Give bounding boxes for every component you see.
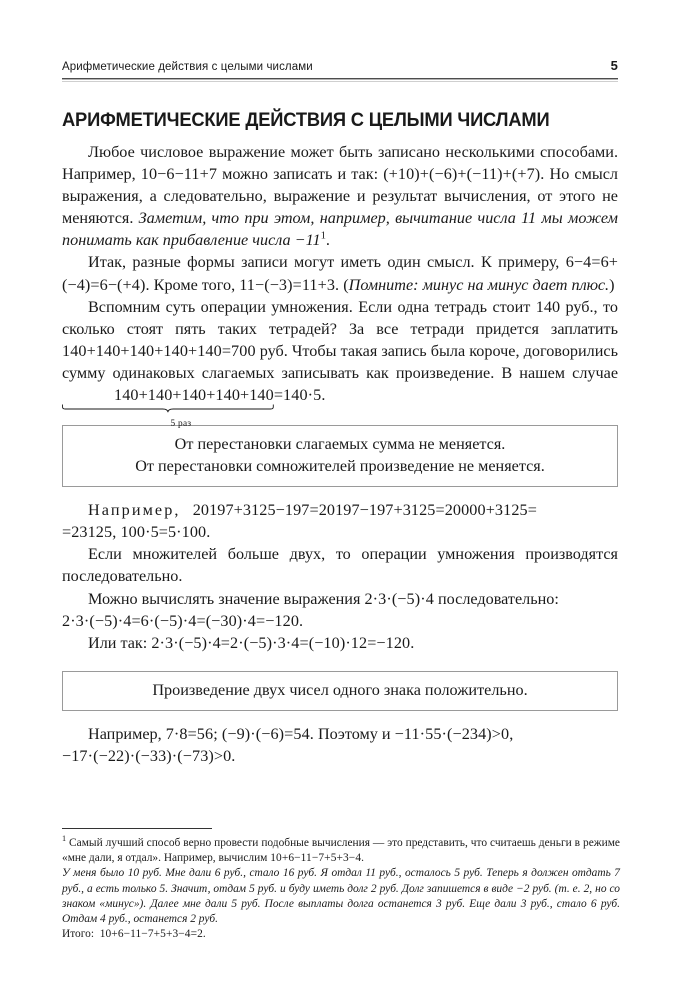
- p1-italic-1: Заметим, что при этом, например, вычитание числа 11 мы можем понимать как прибавление числа −11: [62, 209, 618, 250]
- paragraph-7: [62, 632, 618, 654]
- p4-math-2: =23125, 100·5=5·100.: [62, 523, 211, 542]
- running-head: [62, 58, 618, 73]
- footnote-story: [62, 866, 620, 927]
- spacer-after-box-2: [62, 711, 618, 723]
- footnote-marker: 1: [62, 834, 67, 844]
- p3-run-1: Вспомним суть операции умножения. Если одна тетрадь стоит 140 руб., то сколько стоят пять таких тетрадей? За все тетради придется заплатить: [62, 297, 618, 338]
- p8-math-4: −17·(−22)·(−33)·(−73)>0.: [62, 747, 236, 766]
- footnote-1: [62, 836, 620, 866]
- p7-run-1: Или так:: [88, 633, 152, 652]
- p3-math-1: 140+140+140+140+140=700: [62, 341, 256, 360]
- footnote-intro: Самый лучший способ верно провести подобные вычисления — это представить, что считаешь деньги в режиме «мне дали, я отдал». Например, вычислим: [62, 837, 620, 865]
- braced-expression: 140+140+140+140+140: [114, 386, 274, 405]
- footnote-total: [62, 927, 620, 942]
- p2-italic-1: Помните: минус на минус дает плюс.: [348, 275, 610, 294]
- underbrace-icon: [62, 404, 274, 413]
- paragraph-6: [62, 588, 618, 632]
- footnote-total-label: Итого:: [62, 928, 94, 941]
- underbrace-group: [62, 384, 274, 430]
- paragraph-1: [62, 141, 618, 251]
- paragraph-8: [62, 723, 618, 767]
- p5-text: Если множителей больше двух, то операции умножения производятся последовательно.: [62, 545, 618, 586]
- p4-math-1: 20197+3125−197=20197−197+3125=20000+3125=: [192, 501, 537, 520]
- paragraph-2: [62, 251, 618, 295]
- footnote-story-text: У меня было 10 руб. Мне дали 6 руб., стало 16 руб. Я отдал 11 руб., осталось 5 руб. Теперь я должен отдать 7 руб., а есть только 5. Значит, отдам 5 руб. и буду иметь долг 2 руб. Долг запишется в виде −2 руб. (т. е. 2, но со знаком «минус»). Далее мне дали 5 руб. После выплаты долга останется 3 руб. Еще дали 3 руб., стало 6 руб. Отдам 4 руб., останется 2 руб.: [62, 867, 620, 926]
- footnote-reference-1: 1: [320, 229, 326, 242]
- p6-math-2: 2·3·(−5)·4=6·(−5)·4=(−30)·4=−120.: [62, 611, 304, 630]
- running-head-rule: [62, 78, 618, 80]
- spacer-before-box-2: [62, 654, 618, 671]
- p2-math-1: 6−4=6+(−4)=6−(+4).: [62, 253, 618, 294]
- p1-run-4: .: [325, 231, 330, 250]
- p2-math-2: 11−(−3)=11+3.: [239, 275, 340, 294]
- footnote-block: [62, 836, 620, 942]
- p6-run-1: Можно вычислять значение выражения: [88, 589, 365, 608]
- page-title: АРИФМЕТИЧЕСКИЕ ДЕЙСТВИЯ С ЦЕЛЫМИ ЧИСЛАМИ: [62, 109, 550, 132]
- p8-math-3: −11·55·(−234)>0,: [394, 725, 514, 744]
- page-number: 5: [610, 58, 618, 73]
- p6-math-1: 2·3·(−5)·4: [364, 589, 434, 608]
- rule-box-1-line-2: От перестановки сомножителей произведение не меняется.: [135, 456, 545, 475]
- p1-run-1: Любое числовое выражение может быть записано несколькими способами. Например,: [62, 143, 618, 184]
- underbrace-label: 5 раз: [170, 419, 192, 430]
- p1-run-3: Но смысл выражения, а следовательно, выражение и результат вычисления, от этого не меняются.: [62, 165, 618, 228]
- p2-run-2: Кроме того,: [149, 275, 240, 294]
- p3-math-2: =140·5.: [273, 386, 326, 405]
- p7-math-1: 2·3·(−5)·4=2·(−5)·3·4=(−10)·12=−120.: [151, 633, 415, 652]
- rule-box-2-line-1: Произведение двух чисел одного знака положительно.: [152, 680, 528, 699]
- footnote-total-math: 10+6−11−7+5+3−4=2.: [99, 928, 206, 941]
- body-content: [62, 141, 618, 767]
- spacer-after-box-1: [62, 487, 618, 499]
- p2-run-3: (: [339, 275, 349, 294]
- p8-math-1: 7·8=56;: [165, 725, 218, 744]
- p6-run-2: последовательно:: [433, 589, 559, 608]
- p8-run-3: Поэтому и: [313, 725, 395, 744]
- paragraph-3: [62, 296, 618, 430]
- rule-box-1-line-1: От перестановки слагаемых сумма не меняется.: [174, 435, 506, 454]
- paragraph-4: [62, 499, 618, 543]
- footnote-intro-math: 10+6−11−7+5+3−4.: [270, 852, 365, 865]
- rule-box-sign-product: [62, 671, 618, 712]
- paragraph-5: [62, 543, 618, 587]
- p4-label: Например,: [88, 501, 181, 520]
- p3-run-2: руб. Чтобы такая запись была короче, договорились сумму одинаковых слагаемых записывать как произведение. В нашем случае: [62, 341, 618, 382]
- p1-run-2: можно записать и так:: [217, 165, 384, 184]
- p1-math-1: 10−6−11+7: [140, 165, 218, 184]
- running-head-title: Арифметические действия с целыми числами: [62, 61, 313, 73]
- p1-math-2: (+10)+(−6)+(−11)+(+7).: [383, 165, 545, 184]
- p2-run-4: ): [609, 275, 615, 294]
- footnote-separator-rule: [62, 828, 212, 829]
- p2-run-1: Итак, разные формы записи могут иметь один смысл. К примеру,: [88, 253, 566, 272]
- p8-math-2: (−9)·(−6)=54.: [221, 725, 314, 744]
- p8-run-1: Например,: [88, 725, 166, 744]
